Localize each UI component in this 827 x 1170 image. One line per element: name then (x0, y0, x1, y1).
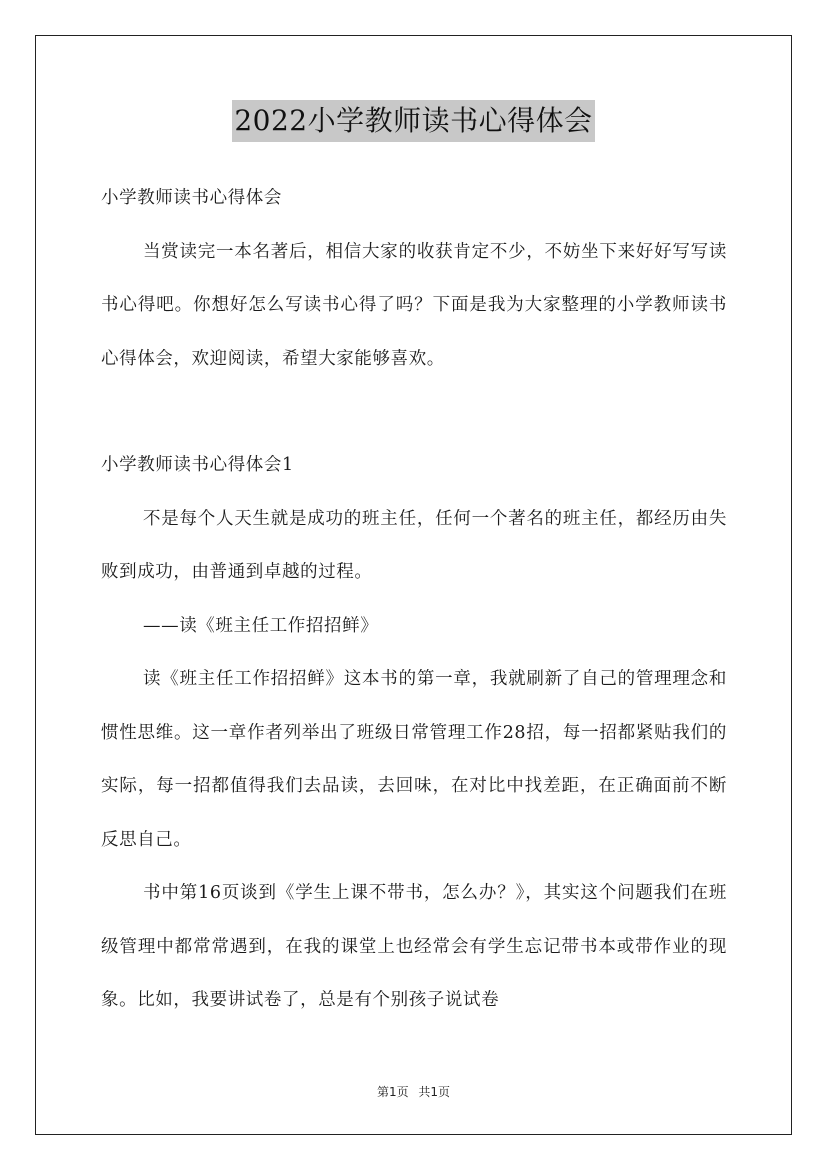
document-title: 2022小学教师读书心得体会 (232, 100, 594, 142)
page-footer (0, 1083, 827, 1100)
document-subtitle: 小学教师读书心得体会 (101, 188, 282, 208)
section-gap (101, 386, 727, 439)
book-reference: ——读《班主任工作招招鲜》 (143, 615, 379, 636)
body-paragraph: 读《班主任工作招招鲜》这本书的第一章，我就刷新了自己的管理理念和惯性思维。这一章作者列举出了班级日常管理工作28招，每一招都紧贴我们的实际，每一招都值得我们去品读，去回味，在对比中找差距，在正确面前不断反思自己。 (101, 669, 727, 850)
title-container (0, 100, 827, 142)
body-paragraph: 不是每个人天生就是成功的班主任，任何一个著名的班主任，都经历由失败到成功，由普通到卓越的过程。 (101, 508, 727, 582)
document-body (101, 172, 727, 1028)
intro-paragraph: 当赏读完一本名著后，相信大家的收获肯定不少，不妨坐下来好好写写读书心得吧。你想好怎么写读书心得了吗？下面是我为大家整理的小学教师读书心得体会，欢迎阅读，希望大家能够喜欢。 (101, 241, 727, 369)
body-paragraph: 书中第16页谈到《学生上课不带书，怎么办？》，其实这个问题我们在班级管理中都常常遇到，在我的课堂上也经常会有学生忘记带书本或带作业的现象。比如，我要讲试卷了，总是有个别孩子说试卷 (101, 883, 727, 1010)
page-total: 共1页 (418, 1085, 451, 1099)
page-number: 第1页 (376, 1085, 409, 1099)
section-heading: 小学教师读书心得体会1 (101, 455, 294, 475)
